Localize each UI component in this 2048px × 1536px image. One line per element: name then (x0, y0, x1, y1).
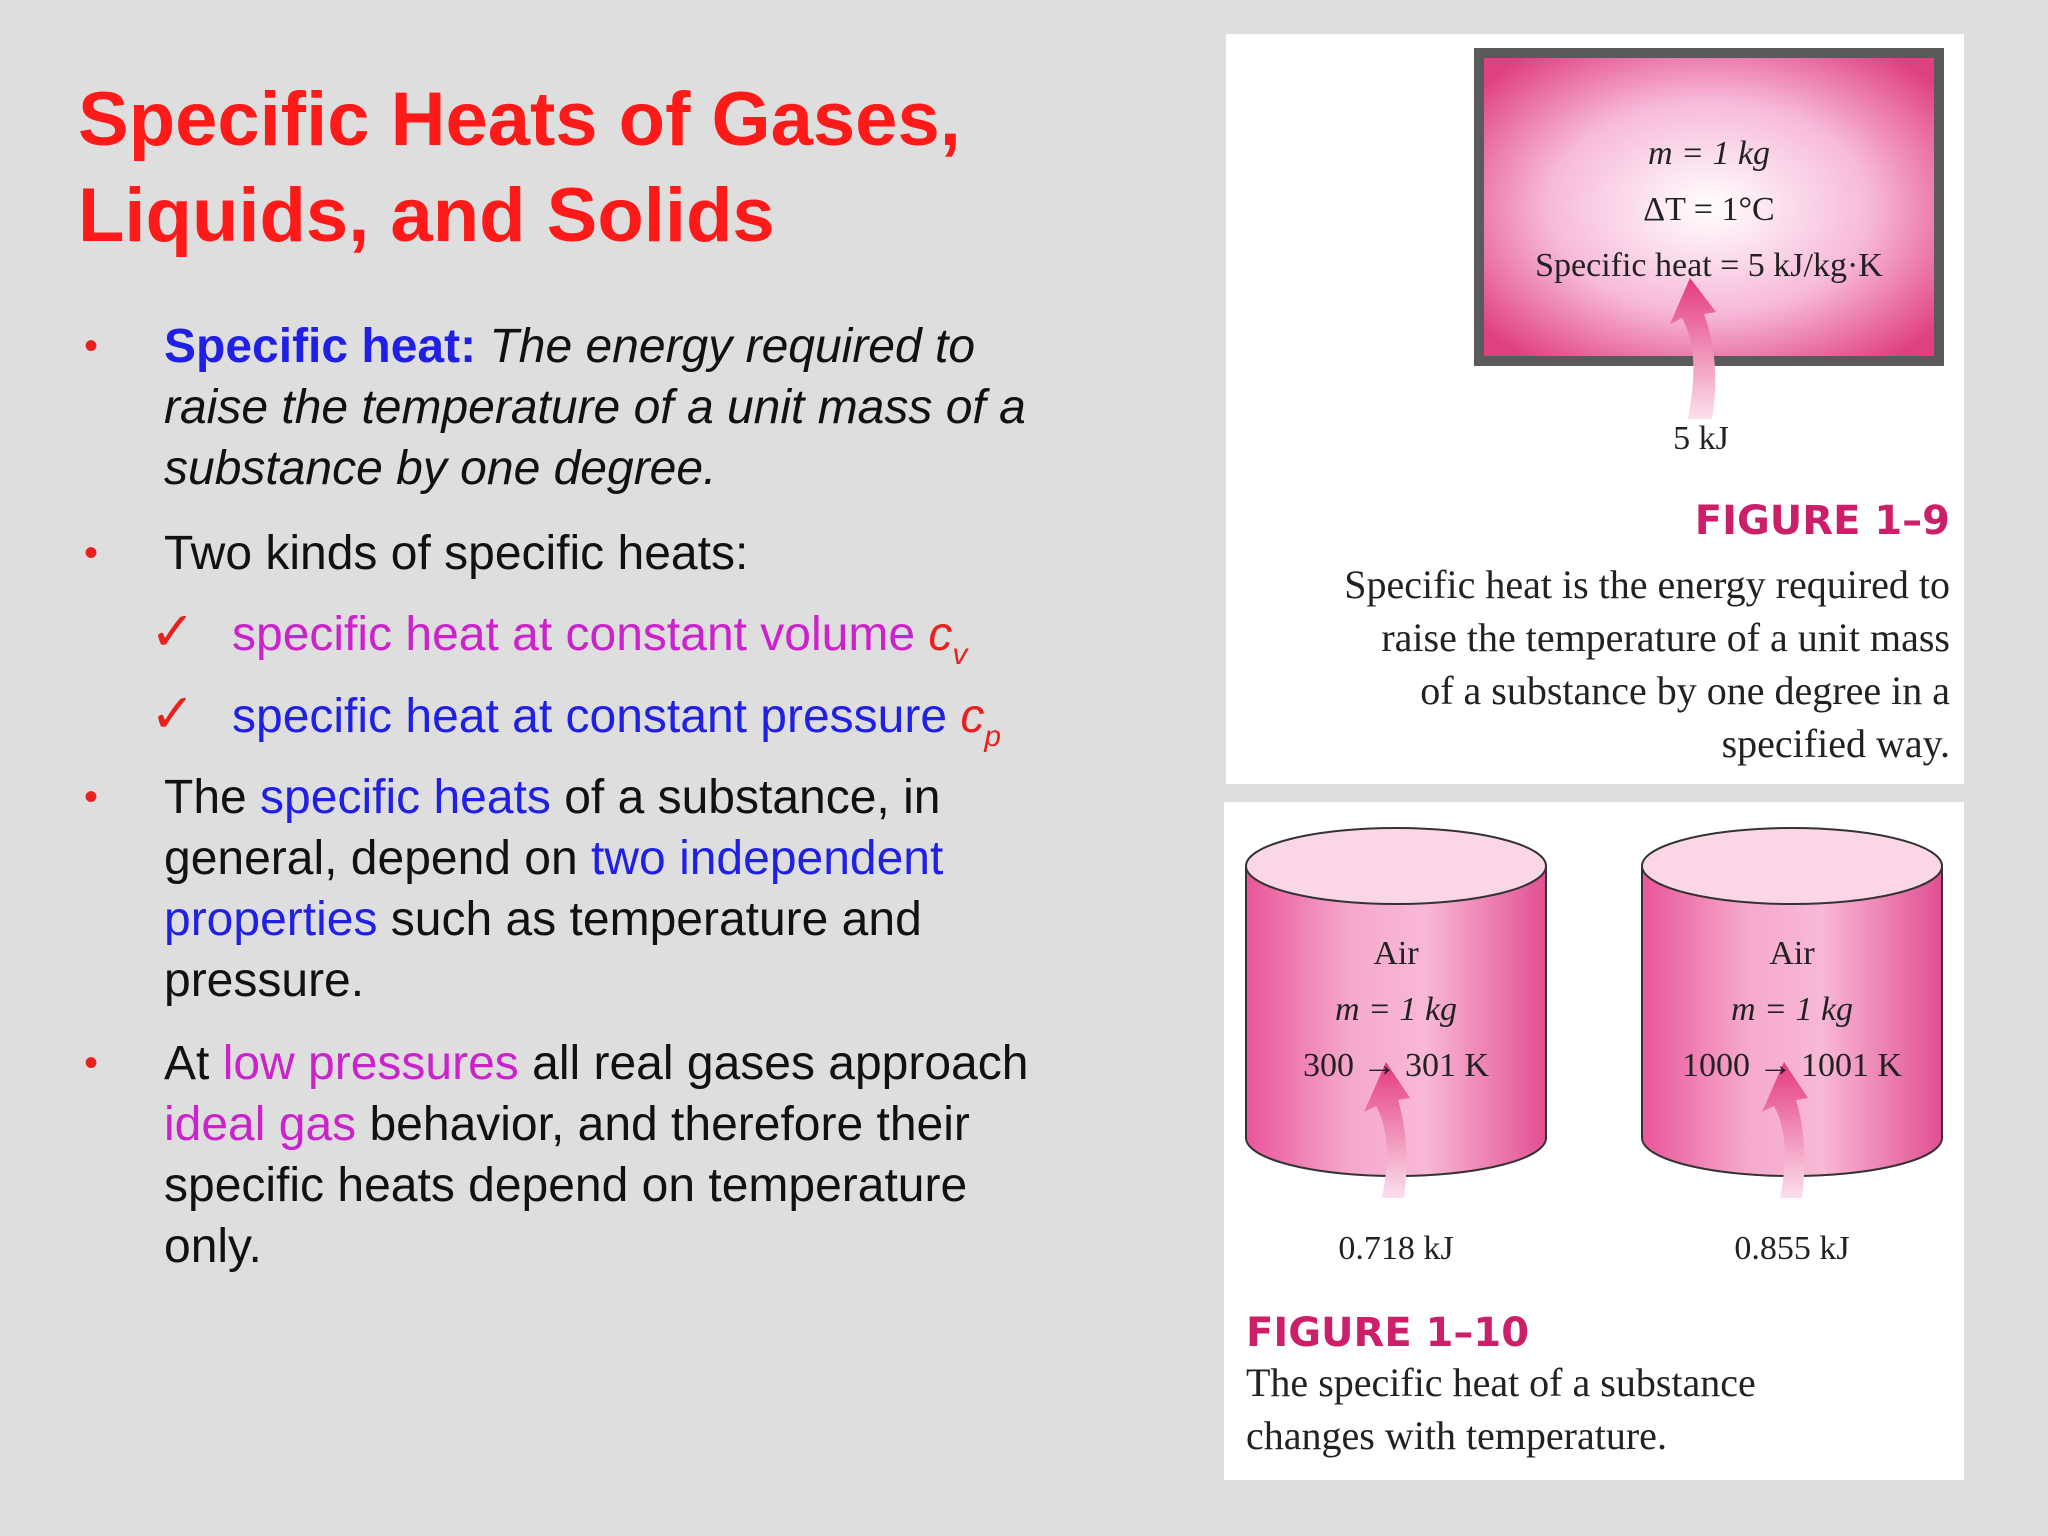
definition-line-3: substance by one degree. (164, 442, 717, 495)
caption-line: raise the temperature of a unit mass (1381, 615, 1950, 660)
text: of a substance, in (550, 771, 941, 824)
bullet-line (164, 1033, 1104, 1094)
figure-1-9-label: FIGURE 1–9 (1694, 498, 1950, 544)
caption-line: Specific heat is the energy required to (1344, 562, 1950, 607)
caption-line: The specific heat of a substance (1246, 1360, 1756, 1405)
highlight-low-pressures: low pressures (222, 1037, 519, 1090)
figure-1-10-label: FIGURE 1–10 (1246, 1310, 1530, 1356)
bullet-dot: • (84, 775, 99, 819)
text: general, depend on (164, 832, 592, 885)
symbol-c: c (928, 608, 953, 661)
bullet-line (164, 767, 1104, 828)
gas-label: Air (1373, 935, 1419, 972)
bullet-line: pressure. (164, 954, 365, 1007)
box-delta-t: ΔT = 1°C (1643, 191, 1775, 228)
highlight-properties: properties (164, 893, 378, 946)
bullet-line: only. (164, 1220, 262, 1273)
bullet-independent-properties (84, 767, 1104, 1011)
figure-1-9 (1226, 34, 1964, 784)
sub-item-text: specific heat at constant volume (232, 608, 929, 661)
highlight-two-independent: two independent (591, 832, 944, 885)
caption-line: changes with temperature. (1246, 1413, 1667, 1458)
bullet-line: specific heats depend on temperature (164, 1159, 968, 1212)
box-specific-heat: Specific heat = 5 kJ/kg·K (1535, 247, 1883, 284)
bullet-specific-heat-definition (84, 316, 1104, 499)
text: such as temperature and (377, 893, 922, 946)
symbol-c: c (960, 690, 985, 743)
bullet-low-pressures (84, 1033, 1104, 1277)
sub-item-constant-pressure (150, 684, 1132, 753)
figure-1-10-caption (1246, 1356, 1946, 1462)
bullet-line (164, 889, 1104, 950)
text: behavior, and therefore their (356, 1098, 970, 1151)
temperature-change-label: 300 → 301 K (1302, 1047, 1490, 1084)
definition-line-2: raise the temperature of a unit mass of a (164, 381, 1026, 434)
definition-text: The energy required to (489, 320, 976, 373)
text: The (164, 771, 261, 824)
heat-left-label: 0.718 kJ (1338, 1230, 1454, 1267)
box-labels (1484, 126, 1934, 294)
bullet-dot: • (84, 531, 99, 575)
highlight-specific-heats: specific heats (260, 771, 551, 824)
mass-label: m = 1 kg (1334, 991, 1458, 1028)
cylinder-left-labels (1246, 926, 1546, 1094)
sub-item-text: specific heat at constant pressure (232, 690, 961, 743)
figure-1-9-caption (1230, 558, 1950, 770)
sub-item-constant-volume (150, 602, 1132, 671)
bullet-two-kinds (84, 523, 1104, 584)
title-line-2: Liquids, and Solids (78, 173, 775, 258)
heat-right-label: 0.855 kJ (1734, 1230, 1850, 1267)
mass-label: m = 1 kg (1730, 991, 1854, 1028)
check-icon: ✓ (150, 602, 196, 662)
highlight-ideal-gas: ideal gas (164, 1098, 357, 1151)
bullet-line (164, 1094, 1104, 1155)
subscript-p: p (984, 720, 1002, 753)
box-mass: m = 1 kg (1647, 135, 1771, 172)
heat-input-label: 5 kJ (1673, 420, 1729, 457)
gas-label: Air (1769, 935, 1815, 972)
caption-line: of a substance by one degree in a (1420, 668, 1950, 713)
caption-line: specified way. (1721, 721, 1950, 766)
bullet-text: Two kinds of specific heats: (164, 527, 749, 580)
figure-1-10 (1224, 802, 1964, 1480)
text: all real gases approach (518, 1037, 1029, 1090)
subscript-v: v (952, 638, 968, 671)
text: At (164, 1037, 223, 1090)
bullet-dot: • (84, 1041, 99, 1085)
title-line-1: Specific Heats of Gases, (78, 77, 961, 162)
bullet-line (164, 316, 1104, 377)
term-specific-heat: Specific heat: (164, 320, 477, 373)
temperature-change-label: 1000 → 1001 K (1681, 1047, 1903, 1084)
cylinder-right-labels (1642, 926, 1942, 1094)
bullet-line (164, 828, 1104, 889)
check-icon: ✓ (150, 684, 196, 744)
bullet-dot: • (84, 324, 99, 368)
